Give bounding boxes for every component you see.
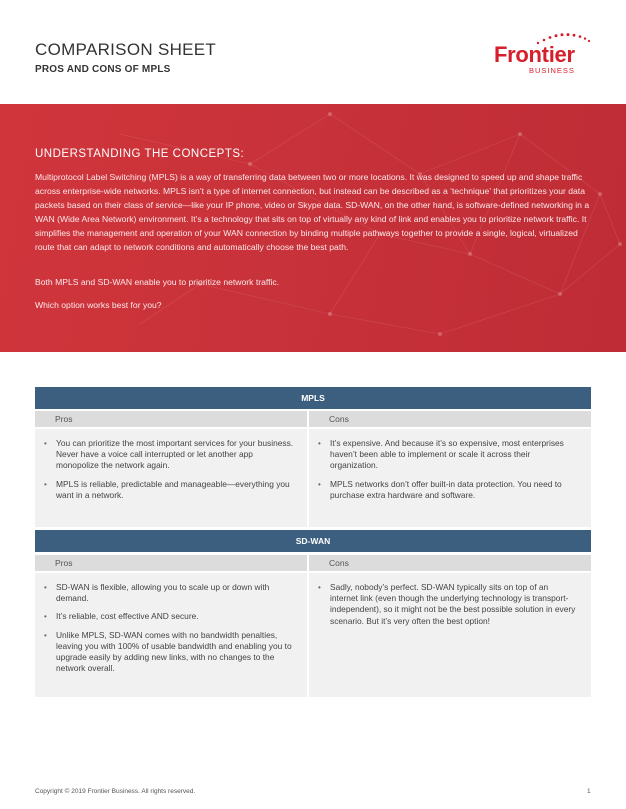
logo-wordmark: Frontier [494,42,575,67]
sdwan-pros-header: Pros [35,555,307,571]
document-title: COMPARISON SHEET [35,40,217,59]
sdwan-pros-column [35,573,307,697]
concepts-body-text: Multiprotocol Label Switching (MPLS) is a way of transferring data between two or more locations. It was designed to speed up and shape traffic across enterprise-wide networks. MPLS isn’t a type of internet connection, but instead can be described as a ‘technique’ that prioritizes your data packets based on their class of service—like your IP phone, video or Skype data. SD-WAN, on the other hand, is software-defined networking in a WAN (Wide Area Network) environment. It’s a technology that sits on top of virtually any kind of link and enables you to prioritize network traffic. It simplifies the management and operation of your WAN connection by binding multiple pathways together to provide a single, logical, virtualized route that can adapt to network conditions and automatically choose the best path. [35,172,590,252]
document-subtitle: PROS AND CONS OF MPLS [35,64,171,75]
sdwan-cons-header: Cons [309,555,591,571]
frontier-logo [494,32,594,76]
concepts-heading: UNDERSTANDING THE CONCEPTS: [35,148,245,160]
list-item: • Unlike MPLS, SD-WAN comes with no bandwidth penalties, leaving you with 100% of usable bandwidth and enabling you to upgrade easily by adding new links, with no changes to the network overall. [37,630,295,675]
concepts-question-text: Which option works best for you? [35,300,162,310]
sdwan-section-header: SD-WAN [35,530,591,552]
mpls-cons-list [311,438,577,501]
page-header [0,0,626,104]
mpls-cons-column [309,429,591,527]
mpls-pros-column [35,429,307,527]
mpls-cons-header: Cons [309,411,591,427]
list-item: • You can prioritize the most important services for your business. Never have a voice call interrupted or let another app monopolize the network again. [37,438,295,472]
mpls-section-header: MPLS [35,387,591,409]
list-item: • It’s reliable, cost effective AND secure. [37,611,295,622]
footer-page-number: 1 [587,788,591,795]
list-item: • SD-WAN is flexible, allowing you to scale up or down with demand. [37,582,295,604]
sdwan-cons-column [309,573,591,697]
logo-subtext: BUSINESS [529,66,575,75]
footer-copyright: Copyright © 2019 Frontier Business. All rights reserved. [35,788,196,795]
list-item: • Sadly, nobody’s perfect. SD-WAN typically sits on top of an internet link (even though the underlying technology is transport-independent), so it might not be the best possible solution in every scenario. But it’s very often the best option! [311,582,577,627]
list-item: • MPLS is reliable, predictable and manageable—everything you want in a network. [37,479,295,501]
list-item: • It’s expensive. And because it’s so expensive, most enterprises haven’t been able to implement or scale it across their organization. [311,438,577,472]
concepts-summary-text: Both MPLS and SD-WAN enable you to prioritize network traffic. [35,277,280,287]
list-item: • MPLS networks don’t offer built-in data protection. You need to purchase extra hardware and software. [311,479,577,501]
concepts-banner [0,104,626,352]
sdwan-pros-list [37,582,295,674]
mpls-pros-list [37,438,295,501]
mpls-pros-header: Pros [35,411,307,427]
sdwan-cons-list [311,582,577,627]
